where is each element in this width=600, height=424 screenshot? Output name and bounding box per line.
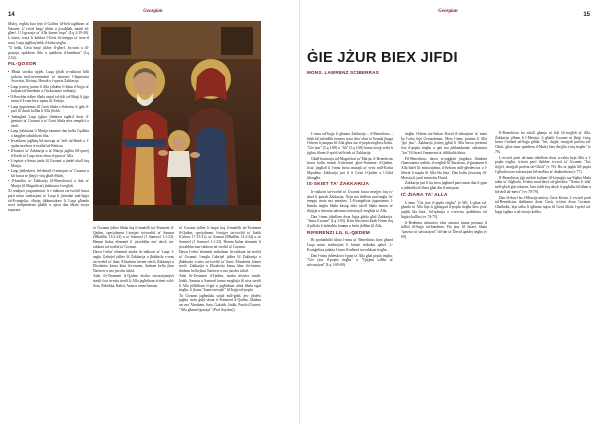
section-heading: IS-SKIET TA' ŻAKKARIJA xyxy=(307,182,370,188)
magazine-logo-left: Georgian xyxy=(143,9,163,14)
body-paragraph: Fil-Benedictus dawn is-suġġetti jinġabru flimkien f'kanzunetta waħda: il-wegħdi lil Abraham, il-ġurament li Alla ħalef lil missirijietna, il-ħelsien mill-għedewwa u l-libertà li naqdu lil Alla bla biża'. Dan kollu jitwettaq fil-Messija li jasal minn dar David. xyxy=(401,156,487,180)
section-heading: FIL-QOSOR xyxy=(8,62,37,68)
left-column-a xyxy=(8,22,89,213)
body-paragraph: Anki fit-Testment il-Qadim, insibu tifsiriet simili: Iżakk, Sansun u Samwel huma mogħtija lil nisa sterili li Alla jiftħilhom il-ġuf u jagħtihom ulied bħala rigal tiegħu, li jkunu "kontroversjali" fil-ħajja tal-poplu. xyxy=(179,274,261,293)
article-title: ĠIE JŻUR BIEX JIFDI xyxy=(307,50,458,66)
body-paragraph: Bi probabbiltà kbira l-innu ta' Benedictus kien għand Luqa minn tradizzjoni li kienet miktuba qabel. L-Evanġelista jadatta l-innu fl-inħawi tar-rakkont tiegħu. xyxy=(307,238,393,252)
section-heading: RIFERENZI LIL IL-QEDEM xyxy=(307,230,370,236)
summary-bullet: • Luqa jixtieq jurina li Alla jaħdem fi ħdan il-ħajja ta' kuljum tal-bnedmin u f'ċirkustanzi ordinarji. xyxy=(8,85,89,94)
body-paragraph: Dawn l-erba' elementi nsibuhom fir-rakkont tat-twelid ta' Ġwanni: l-anġlu Gabrijel jidher lil Żakkarija u jħabbarlu s-sens tat-twelid ta' ibnu; Elizabetta kienet steril; Żakkarija u Elizabetta kienu kbar fiż-żmien; ibnhom kellu jkun Nażirew u ma jixrobx inbid. xyxy=(179,250,261,273)
summary-bullet: • Luqa jippreżenta lil Ġesù bħala s-Salvatur li jġib il-paċi lil dawk kollha li Alla jħobb. xyxy=(8,105,89,114)
body-paragraph: L-ewwel parti tal-innu titkellem dwar ir-rabta bejn Alla u l-poplu tiegħu, it-tieni parti tħabbar ir-rwol ta' Ġwanni: "Int, tfajjel, tissejjaħ profeta tal-Għoli" (v 76). Hu se jagħti lill-poplu l-għarfien tas-salvazzjoni bil-maħfra ta' dnubiethom (v 77). xyxy=(495,155,591,174)
section-heading: IĊ-ŻIARA TA' ALLA xyxy=(401,192,448,198)
body-paragraph: tiegħu l-kliem tas-Sultan David fl-okkażjoni ta' meta ħa l-arka lejn Ġerusalemm. Meta l-innu jsemmi li Alla "ġie jżur", Żakkarija jixtieq jgħid li Alla huwa preżenti fost il-poplu tiegħu u qatt ma jabbandunah; saħansitra "żar" lil Iżrael f'mumenti ta' diffikultà kbira. xyxy=(401,132,487,155)
summary-bullet: • Luqa jfakkarna li Marija żammet dan kollu f'qalbha u baqgħet taħsibhom fiha. xyxy=(8,129,89,138)
closing-paragraph: Xi studjużi jargumentaw li r-rakkont tat-twelid huwa parti minn tradizzjoni ta' Luqa li jintrabat mal-bqija tal-Evanġelju; oħrajn jikkunsidraw li Luqa għandu sorsi indipendenti għalih u jqisu dan bħala storja separata. xyxy=(8,189,89,213)
summary-bullet: • L-ispirtu s-Santu jimla lil Ġwanni u jindel ukoll fuq Marija. xyxy=(8,159,89,168)
body-paragraph: Ta' Ġwanni jagħmlulu sinjal mill-ġdid, jew jibdew jagħtu isem ġdid skont it-Testment il-Qadim, bħalma sar ma' Abraham, Sara, Ġakobb, Iżakk, Pawlu (Ġonew, "Alla għamel grazzja" [Prof Saydon]). xyxy=(179,293,261,312)
page-number-left: 14 xyxy=(8,12,15,18)
body-paragraph: Anki fit-Testment il-Qadim insibu sitwazzjonijiet simili fost in-nisa sterili li Alla jagħtihom it-tieni wild: Sara, Rebekka, Rakel, Anna u omm Sansun. xyxy=(93,274,174,288)
body-paragraph: Dan l-innu jitkellem dwar ħajja ġdida għal Żakkarija. "Ismu Ġwanni" (Lq 1:63). Kien biss meta kiteb l-isem fuq il-pillola li infetaħlu fommu u beda jfaħħar lil Alla. xyxy=(307,214,393,229)
body-paragraph: Dawn l-erba' elementi msiba fir-rakkont ta' Luqa: l-anġlu Gabrijel jidher lil Żakkarija u jħabbrilu s-sens tat-twelid ta' ibnu; Elizabetta kienet steril; Żakkarija u Elizabetta kienu kbar fiż-żmien; ibnhom kellu jkun Nażirew u ma jixrobx inbid. xyxy=(93,250,174,273)
summary-bullet: • Il-kantiċi ta' Żakkarija u ta' Marija jagħtu lill-qarrej il-ħsieb ta' Luqa stess dwar il-pjan ta' Alla. xyxy=(8,149,89,158)
summary-bullet: • Bħala storiku tajjeb, Luqa jiftaħ ir-rakkont billi jorbotu mal-avvenimenti ta' żmienu: l-Imperatur Awwistu, Kirinju, Herodi u l-qassis Żakkarija. xyxy=(8,70,89,84)
right-column-b xyxy=(401,132,487,241)
body-paragraph: L-innu tal-ħajja li għanna Żakkarija – il-Benedictus – hekk kif infetaħlu fommu wara disa' xhur ta' ħemda jlaqqa l-kliem li jnaqqax lil Alla għax żar il-poplu tiegħu u ħelsu. "Ġie jżur" (Lq 1:68) u "fdi" (Lq 1:68) huma żewġ verbi li jiġbru fihom il-qofol tal-ħsieb ta' Żakkarija. xyxy=(307,132,394,155)
summary-bullet: • Il-kantiku ta' Żakkarija (il-Benedictus) u dak ta' Marija (il-Magnificat) jfakkruna l-wegħdi. xyxy=(8,179,89,188)
body-paragraph: ta' Ġwanni jidher bħala fuq il-mudelli tat-Testment il-Qadim, speċjalment l-istejjer tat-twelid ta' Sansun (Mħallfin 13:2-24) u ta' Samwel (1 Samwel 1:1-23). Hemm ħafna elementi li jixxebbhu ma' dawk tar-rakkont tat-twelid ta' Ġwanni. xyxy=(93,226,174,249)
body-paragraph: Għall-kuntrarju tal-Magnificat ta' Marija, il-Benedictus huwa kollu mimli b'riferenzi għat-Testment il-Qadim. Jista' jingħad li l-innu huwa mużajk ta' versi mill-Kotba Mqaddsa. Żakkarija juri li fi Ġesù l-Qadim u l-Ġdid jiltaqgħu. xyxy=(307,156,393,180)
body-paragraph: Żakkarija juri li hu stess jagħmel parti minn dan il-pjan u jiddedika lil ibnu għal din il-missjoni. xyxy=(401,181,487,191)
body-paragraph: ta' Ġwanni jidher li baqat fuq il-mudelli tat-Testment il-Qadim, speċjalment l-istejjer tat-twelid ta' Iżakk (Ġenesi 17:15-21), ta' Sansun (Mħallfin 13:2-24) u ta' Samwel (1 Samwel 1:1-23). Hemm ħafna elementi li jixxebbhu mar-rakkont tat-twelid ta' Ġwanni. xyxy=(179,226,261,249)
magazine-logo-right: Georgian xyxy=(438,9,458,14)
intro-paragraph: Mulej, regħlu lura lejn il-Galilea fil-belt tagħhom ta' Nazaret. U t-tifel baqa' jikber u jissaħħaħ, mimli bl-għerf. U l-grazzja ta' Alla kienet fuqu" (Lq 2:39-40). L-istess, wara li kabbru l-Ġesù fit-tempju ta' tnax-il sena, Luqa jagħlaq hekk il-kitba tiegħu. xyxy=(8,22,89,45)
right-column-c xyxy=(495,131,591,216)
right-column-a xyxy=(307,132,393,269)
body-paragraph: Il-Benedictus hu wkoll għanja ta' fidi fil-wegħdi ta' Alla. Żakkarija jifhem li l-Messija, li għalih Ġwanni se jħejji t-triq, huwa l-milied tal-ħajja ġdida. "Int, tfajjel, tissejjaħ profeta tal-Għoli, għax tmur quddiem il-Mulej biex tħejjilu t-triq tiegħu" (v 76). xyxy=(495,131,591,154)
page-number-right: 15 xyxy=(583,12,590,18)
left-column-c xyxy=(179,226,261,313)
summary-bullet: • Il-Kewkba tidher bħala sinjal tal-fidi tal-Maġi li jiġu minn il-Lvant biex iqimu lit-Tarbija. xyxy=(8,95,89,104)
body-paragraph: L-innu "Ġie jżur il-poplu tiegħu" (v 68). L-għan tal-għażla ta' Alla hija li jgħaqqad il-poplu tiegħu biex jista' jaqdih bla biża', bil-qdusija u s-sewwa quddiemu tul ħajjitu kollha (vv 74-75). xyxy=(401,200,487,219)
summary-bullet: • Imbagħad Luqa jiġbor flimkien tagħrif dwar il-ġenituri ta' Ġwanni u ta' Ġesù bħala nies sempliċi u umli. xyxy=(8,115,89,129)
body-paragraph: Ir-Redentur mhuwiex idea astratta imma persuna li tidħol fil-ħajja tal-bnedmin. Hu jżur lil Iżrael, bħala "qawwa ta' salvazzjoni" fid-dar ta' David qaddej tiegħu (v 69). xyxy=(401,220,487,239)
intro-paragraph: "U hekk, Ġesù baqa' jikber fl-għerf, fis-snin u fil-grazzja, quddiem Alla u quddiem il-bnedmin" (Lq 2:52). xyxy=(8,46,89,60)
body-paragraph: Dan l-innu jiddeskrivi l-pjan ta' Alla għal poplu tiegħu: "Ġie jżur il-poplu tiegħu" u "Qajjem saħħa ta' salvazzjoni" (Lq 1:68-69). xyxy=(307,253,393,268)
article-byline: MONS. LAWRENZ SCIBERRAS xyxy=(307,70,379,75)
icon-painting xyxy=(93,21,261,221)
body-paragraph: Dan id-dawl hu l-Messija nnifsu, Ġesù Kristu. L-ewwel parti tal-Benedictus tkellimna dwar Ġesù, it-tieni dwar Ġwanni. Għalhekk, hija talba li tgħinna nqisu lil Ġesù bħala l-qofol tal-ħajja tagħna u tal-istorja kollha. xyxy=(495,195,591,214)
zechariah-elizabeth-icon xyxy=(93,21,261,221)
body-paragraph: Il-Benedictus jiġi mitlub kuljum fil-Liturġija tas-Sigħat bħala talba ta' filgħodu, b'rabta mad-dawl tal-għodwa: "Xemx li titla' mill-għoli ġiet iżżurna, biex tiddi fuq dawk li qegħdin fid-dlam u fid-dell tal-mewt" (vv 78-79). xyxy=(495,175,591,194)
summary-bullet: • Luqa jiddeskrivi fid-dettall il-missjoni ta' Ġwanni u kif huwa se jħejji t-triq għall-Mulej. xyxy=(8,169,89,178)
summary-bullet: • Ir-rakkont jagħlaq bil-mewġa ta' ferħ tal-ħbieb u l-qraba madwar it-twelid tal-Battista. xyxy=(8,139,89,148)
left-column-b xyxy=(93,226,174,289)
body-paragraph: Ir-rakkont tat-twelid ta' Ġwanni huwa msejjes fuq is-skiet li ġarrab Żakkarija. Xejn ma tkellem mal-anġlu fit-tempju meta ma emminx. L-Evanġelista jippreżenta l-ħemda tiegħu bħala kastig iżda wkoll bħala żmien ta' tħejjija u tistenna sakemm titwettaq il-wegħda ta' Alla. xyxy=(307,189,393,213)
